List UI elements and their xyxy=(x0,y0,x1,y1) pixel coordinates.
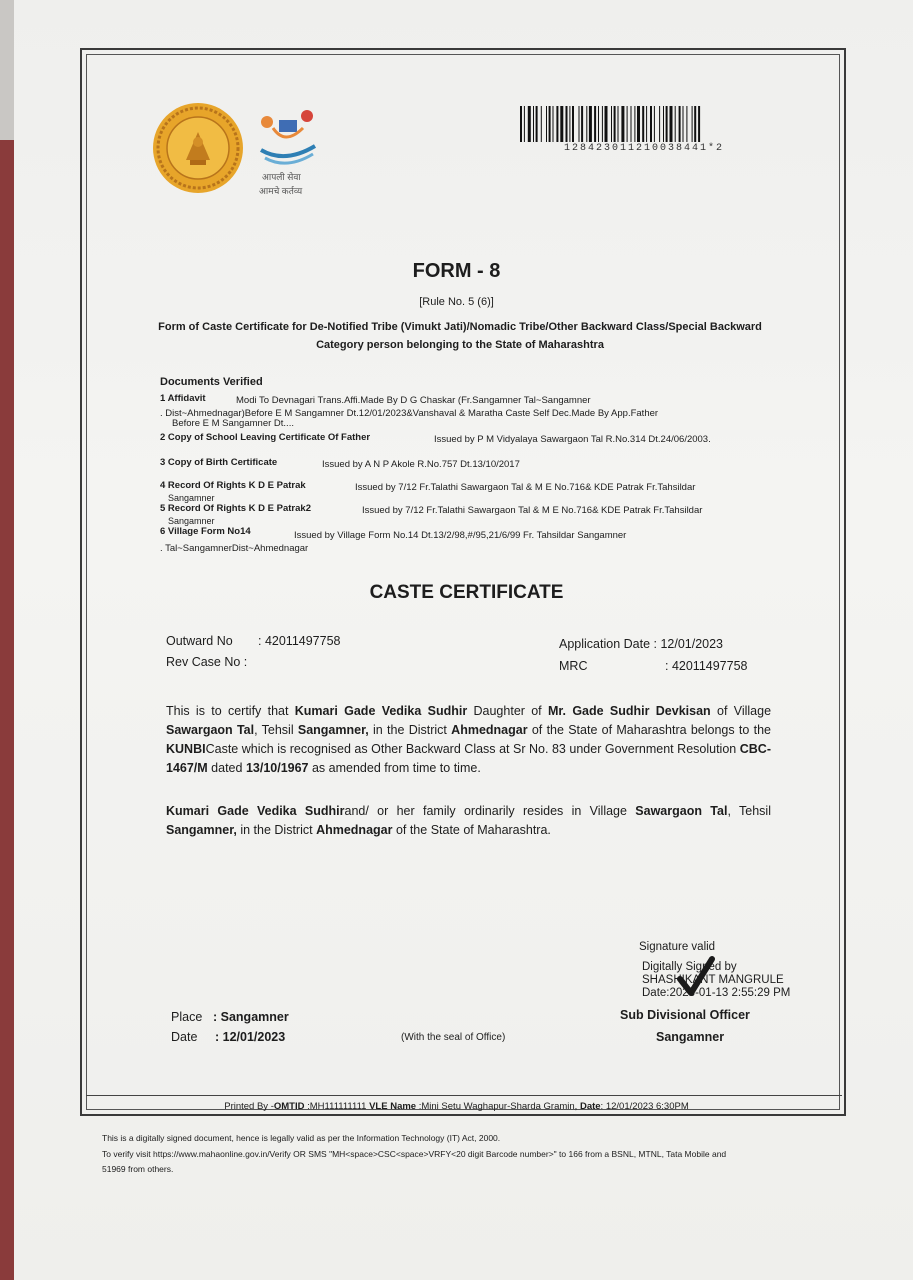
barcode-bar xyxy=(683,106,684,142)
signature-check-icon xyxy=(676,955,716,999)
doc-1-text3: Before E M Sangamner Dt.... xyxy=(172,418,294,429)
barcode-bar xyxy=(686,106,687,142)
barcode-bar xyxy=(579,106,580,142)
doc-4-text: Issued by 7/12 Fr.Talathi Sawargaon Tal & M E No.716& KDE Patrak Fr.Tahsildar xyxy=(355,482,696,493)
signature-line-2: SHASHIKANT MANGRULE xyxy=(642,974,784,986)
seal-note: (With the seal of Office) xyxy=(401,1032,506,1043)
barcode-bar xyxy=(694,106,696,142)
barcode-bar xyxy=(614,106,616,142)
barcode-bar xyxy=(598,106,599,142)
barcode-bar xyxy=(679,106,681,142)
doc-3-label: 3 Copy of Birth Certificate xyxy=(160,457,278,468)
barcode xyxy=(520,106,768,142)
barcode-bar xyxy=(611,106,612,142)
doc-6-label: 6 Village Form No14 xyxy=(160,526,251,537)
officer-title: Sub Divisional Officer xyxy=(620,1008,750,1022)
doc-1-text: Modi To Devnagari Trans.Affi.Made By D G Chaskar (Fr.Sangamner Tal~Sangamner xyxy=(236,395,591,406)
doc-5-text: Issued by 7/12 Fr.Talathi Sawargaon Tal & M E No.716& KDE Patrak Fr.Tahsildar xyxy=(362,505,703,516)
certificate-title: CASTE CERTIFICATE xyxy=(369,582,564,603)
doc-1-label: 1 Affidavit xyxy=(160,393,206,404)
mrc-value: : 42011497758 xyxy=(665,659,748,673)
barcode-bar xyxy=(670,106,673,142)
signature-valid: Signature valid xyxy=(639,941,716,953)
barcode-bar xyxy=(659,106,660,142)
application-date: Application Date : 12/01/2023 xyxy=(559,637,724,651)
barcode-bar xyxy=(560,106,563,142)
barcode-bar xyxy=(541,106,542,142)
form-title: FORM - 8 xyxy=(412,260,501,282)
barcode-bar xyxy=(646,106,647,142)
logo-tagline-1: आपली सेवा xyxy=(262,172,301,182)
documents-heading: Documents Verified xyxy=(160,376,263,388)
logo-tagline-2: आमचे कर्तव्य xyxy=(259,186,303,196)
mrc-label: MRC xyxy=(559,659,588,673)
barcode-bar xyxy=(698,106,700,142)
doc-6-text2: . Tal~SangamnerDist~Ahmednagar xyxy=(160,543,309,554)
verify-note: To verify visit https://www.mahaonline.gov.in/Verify OR SMS "MH<space>CSC<space>VRFY<20 digit Barcode number>" to 166 from a BSNL, MTNL, Tata Mobile and xyxy=(102,1149,727,1159)
barcode-bar xyxy=(549,106,551,142)
place-value: : Sangamner xyxy=(213,1010,289,1024)
barcode-bar xyxy=(546,106,547,142)
barcode-bar xyxy=(631,106,632,142)
doc-1-text2: . Dist~Ahmednagar)Before E M Sangamner Dt.12/01/2023&Vanshaval & Maratha Caste Self Dec.Made By App.Father xyxy=(160,408,659,419)
barcode-bar xyxy=(572,106,574,142)
barcode-bar xyxy=(566,106,568,142)
barcode-bar xyxy=(650,106,652,142)
barcode-bar xyxy=(675,106,676,142)
doc-6-text: Issued by Village Form No.14 Dt.13/2/98,#/95,21/6/99 Fr. Tahsildar Sangamner xyxy=(294,530,627,541)
legal-note: This is a digitally signed document, hence is legally valid as per the Information Technology (IT) Act, 2000. xyxy=(102,1133,501,1143)
barcode-bar xyxy=(528,106,531,142)
date-label: Date xyxy=(171,1030,198,1044)
outward-value: : 42011497758 xyxy=(258,634,341,648)
signature-line-1: Digitally Signed by xyxy=(642,961,737,973)
barcode-bar xyxy=(654,106,655,142)
certificate-paragraph-1: This is to certify that Kumari Gade Vedika Sudhir Daughter of Mr. Gade Sudhir Devkisan of Village Sawargaon Tal, Tehsil Sangamner, in the District Ahmednagar of the State of Maharashtra belongs to the KUNBICaste which is recognised as Other Backward Class at Sr No. 83 under Government Resolution CBC-1467/M dated 13/10/1967 as amended from time to time. xyxy=(166,704,772,775)
doc-5-label: 5 Record Of Rights K D E Patrak2 xyxy=(160,503,311,514)
certificate-paragraph-2: Kumari Gade Vedika Sudhirand/ or her family ordinarily resides in Village Sawargaon Tal, Tehsil Sangamner, in the District Ahmednagar of the State of Maharashtra. xyxy=(166,804,771,837)
barcode-bar xyxy=(634,106,635,142)
barcode-bar xyxy=(536,106,538,142)
outward-label: Outward No xyxy=(166,634,233,648)
verify-note-2: 51969 from others. xyxy=(102,1164,174,1174)
barcode-bar xyxy=(621,106,624,142)
barcode-bar xyxy=(618,106,619,142)
doc-4-text2: Sangamner xyxy=(168,493,215,503)
barcode-bar xyxy=(602,106,603,142)
doc-4-label: 4 Record Of Rights K D E Patrak xyxy=(160,480,306,491)
doc-2-text: Issued by P M Vidyalaya Sawargaon Tal R.No.314 Dt.24/06/2003. xyxy=(434,434,711,445)
barcode-bar xyxy=(627,106,628,142)
barcode-bar xyxy=(637,106,640,142)
barcode-bar xyxy=(556,106,558,142)
barcode-bar xyxy=(581,106,583,142)
barcode-bar xyxy=(605,106,608,142)
rev-case-label: Rev Case No : xyxy=(166,655,248,669)
printed-by: Printed By -OMTID :MH111111111 VLE Name :Mini Setu Waghapur-Sharda Gramin, Date: 12/01/2023 6:30PM xyxy=(224,1101,689,1112)
state-emblem-icon xyxy=(152,102,244,194)
barcode-bar xyxy=(524,106,525,142)
place-label: Place xyxy=(171,1010,203,1024)
barcode-bar xyxy=(533,106,534,142)
barcode-bar xyxy=(586,106,587,142)
officer-place: Sangamner xyxy=(656,1030,725,1044)
barcode-number: 128423011210038441*2 xyxy=(563,143,725,154)
barcode-bar xyxy=(692,106,693,142)
printed-divider xyxy=(86,1095,842,1096)
signature-line-3: Date:2023-01-13 2:55:29 PM xyxy=(642,987,791,999)
barcode-bar xyxy=(589,106,592,142)
date-value: : 12/01/2023 xyxy=(215,1030,286,1044)
doc-2-label: 2 Copy of School Leaving Certificate Of Father xyxy=(160,432,371,443)
form-rule: [Rule No. 5 (6)] xyxy=(419,296,494,308)
doc-5-text2: Sangamner xyxy=(168,516,215,526)
barcode-bar xyxy=(569,106,570,142)
barcode-bar xyxy=(663,106,664,142)
doc-3-text: Issued by A N P Akole R.No.757 Dt.13/10/2017 xyxy=(322,459,520,470)
barcode-bar xyxy=(520,106,522,142)
form-description: Form of Caste Certificate for De-Notified Tribe (Vimukt Jati)/Nomadic Tribe/Other Backward Class/Special Backward Category person belonging to the State of Maharashtra xyxy=(158,321,762,351)
barcode-bar xyxy=(642,106,644,142)
barcode-bar xyxy=(666,106,668,142)
barcode-bar xyxy=(553,106,554,142)
barcode-bar xyxy=(594,106,596,142)
